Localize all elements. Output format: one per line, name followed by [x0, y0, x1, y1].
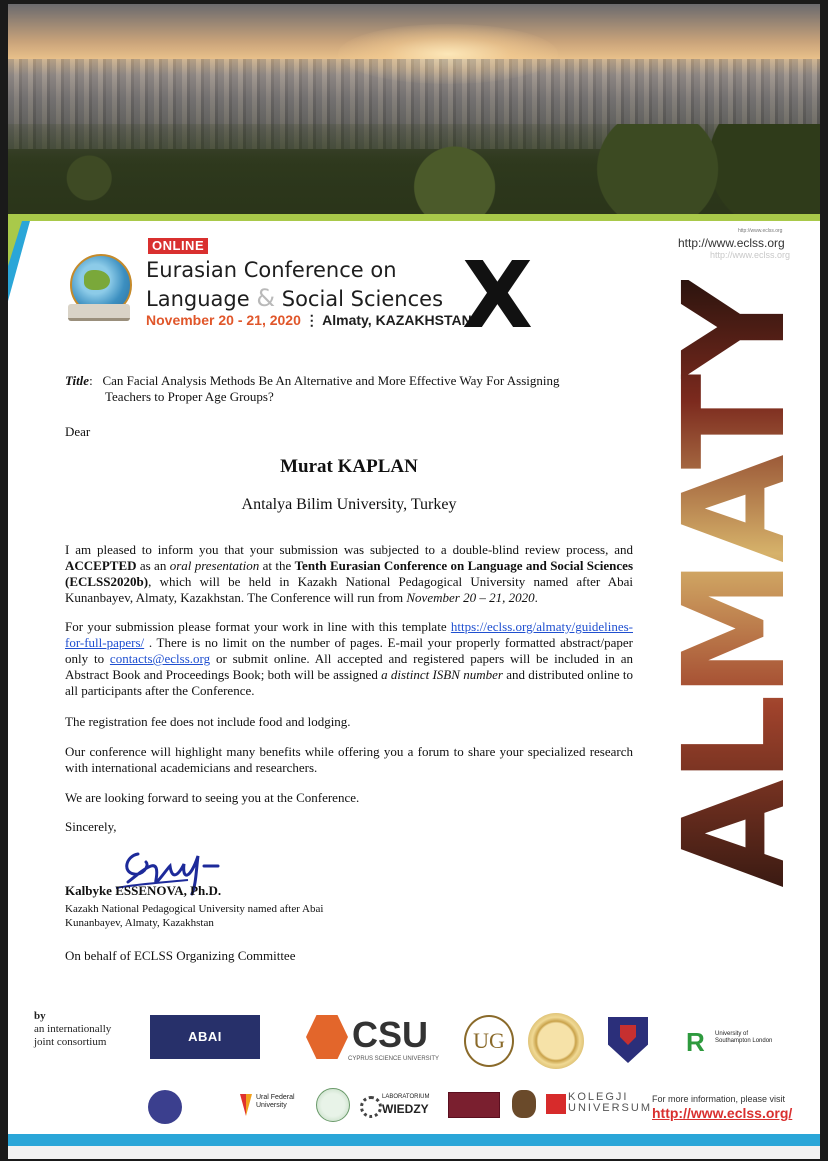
ug-university-logo: UG: [464, 1015, 514, 1067]
conference-name-ampersand: &: [256, 284, 276, 312]
header-url-shadow: http://www.eclss.org: [710, 250, 791, 260]
online-badge: ONLINE: [148, 238, 208, 254]
wiedzy-label: WIEDZY: [382, 1102, 429, 1116]
by-label: by: [34, 1010, 46, 1022]
partner-seal-icon: [148, 1090, 182, 1124]
header-url-small: http://www.eclss.org: [738, 228, 783, 234]
partner-round-seal-icon: [316, 1088, 350, 1122]
p1-dates: November 20 – 21, 2020: [406, 590, 535, 605]
recipient-affiliation: Antalya Bilim University, Turkey: [241, 496, 457, 513]
almaty-vertical-collage: [654, 274, 817, 894]
title-label: Title: [65, 373, 90, 388]
header-green-bar: [8, 214, 820, 221]
partner-crest-icon: [512, 1090, 536, 1118]
title-text-line2: Teachers to Proper Age Groups?: [105, 389, 274, 404]
conference-name-social-sciences: Social Sciences: [281, 287, 444, 311]
p2-text-a: For your submission please format your work in line with this template: [65, 619, 451, 634]
p1-text-a: I am pleased to inform you that your submission was subjected to a double-blind review process, and: [65, 542, 633, 557]
conference-date-range: November 20 - 21, 2020: [146, 312, 301, 328]
kolegji-universum-logo: KOLEGJI UNIVERSUM: [568, 1091, 653, 1114]
csu-subtitle: CYPRUS SCIENCE UNIVERSITY: [348, 1056, 440, 1062]
kolegji-mark-icon: [546, 1094, 566, 1114]
conference-dates: [146, 312, 472, 329]
template-link[interactable]: https://eclss.org/almaty/guidelines-for-full-papers/: [65, 619, 633, 650]
more-info-text: For more information, please visit: [652, 1094, 786, 1104]
footer-blue-bar: [8, 1134, 820, 1146]
conference-name-language: Language: [146, 287, 250, 311]
separator-dots-icon: ⋮: [304, 312, 319, 328]
p1-conference-name: Tenth Eurasian Conference on Language and Social Sciences (ECLSS2020b): [65, 558, 633, 589]
signer-name: Kalbyke ESSENOVA, Ph.D.: [65, 883, 222, 898]
conference-logo: [70, 232, 540, 349]
southampton-logo-text: University of Southampton London: [715, 1031, 773, 1044]
looking-forward-line: We are looking forward to seeing you at the Conference.: [65, 790, 360, 805]
partner-logos-row2: [148, 1086, 820, 1126]
p1-oral-presentation: oral presentation: [169, 558, 260, 573]
contact-email-link[interactable]: contacts@eclss.org: [109, 651, 211, 666]
closing: Sincerely,: [65, 819, 117, 834]
acceptance-paragraph: [65, 542, 633, 606]
certificate-page: [8, 4, 820, 1159]
consortium-label: [34, 1010, 126, 1049]
book-icon: [68, 304, 130, 321]
header-url[interactable]: http://www.eclss.org: [678, 236, 785, 250]
foreground-trees: [8, 124, 820, 214]
conference-name-line2: [146, 284, 443, 312]
laboratorium-icon: [360, 1096, 382, 1118]
paper-title: [65, 373, 633, 405]
southampton-mark-icon: R: [686, 1027, 705, 1057]
p1-accepted: ACCEPTED: [65, 558, 137, 573]
csu-logo: CSU: [352, 1014, 429, 1055]
p2-text-b: . There is no limit on the number of pages. E-mail your properly formatted abstract/paper only to: [65, 635, 633, 666]
ural-federal-logo-text: Ural Federal University: [256, 1094, 295, 1109]
csu-hexagon-icon: [306, 1015, 348, 1059]
conference-location: Almaty, KAZAKHSTAN: [322, 312, 472, 328]
p1-text-d: , which will be held in Kazakh National Pedagogical University named after Abai Kunanbayev, Almaty, Kazakhstan. The Conference will run from: [65, 574, 633, 605]
ural-federal-mark-icon: [240, 1094, 252, 1116]
p1-text-b: as an: [136, 558, 170, 573]
conference-name-line1: Eurasian Conference on: [146, 258, 397, 282]
almaty-word: [654, 274, 817, 894]
benefits-paragraph: Our conference will highlight many benefits while offering you a forum to share your specialized research with international academicians and researchers.: [65, 744, 633, 775]
recipient-name: Murat KAPLAN: [280, 456, 418, 477]
corner-green-triangle: [8, 221, 22, 266]
laboratorium-label: LABORATORIUM: [382, 1094, 430, 1100]
gold-seal-logo: [528, 1013, 584, 1069]
title-colon: :: [89, 373, 93, 388]
edition-numeral: X: [462, 242, 533, 349]
almaty-letters: ALMATY: [654, 280, 817, 888]
submission-paragraph: [65, 619, 633, 699]
p2-text-c: or submit online. All accepted and registered papers will be included in an Abstract Book and Proceedings Book; both will be assigned: [65, 651, 633, 682]
partner-logos-row1: [138, 1009, 818, 1088]
header-city-photo: [8, 4, 820, 214]
partner-red-badge-icon: [448, 1092, 500, 1118]
p2-text-d: and distributed online to all participants after the Conference.: [65, 667, 634, 698]
signer-affiliation: Kazakh National Pedagogical University named after Abai Kunanbayev, Almaty, Kazakhstan: [65, 903, 324, 929]
footer-strip: [8, 1146, 820, 1159]
p1-text-c: at the: [259, 558, 295, 573]
abai-university-logo: ABAI UNIVERSITY: [150, 1015, 260, 1059]
title-text-line1: Can Facial Analysis Methods Be An Alternative and More Effective Way For Assigning: [102, 373, 560, 388]
on-behalf-line: On behalf of ECLSS Organizing Committee: [65, 948, 296, 963]
consortium-text: an internationally joint consortium: [34, 1023, 112, 1048]
salutation: Dear: [65, 424, 91, 439]
footer-website-link[interactable]: http://www.eclss.org/: [652, 1105, 793, 1121]
p2-isbn: a distinct ISBN number: [381, 667, 503, 682]
registration-fee-note: The registration fee does not include food and lodging.: [65, 714, 351, 729]
p1-text-e: .: [534, 590, 538, 605]
